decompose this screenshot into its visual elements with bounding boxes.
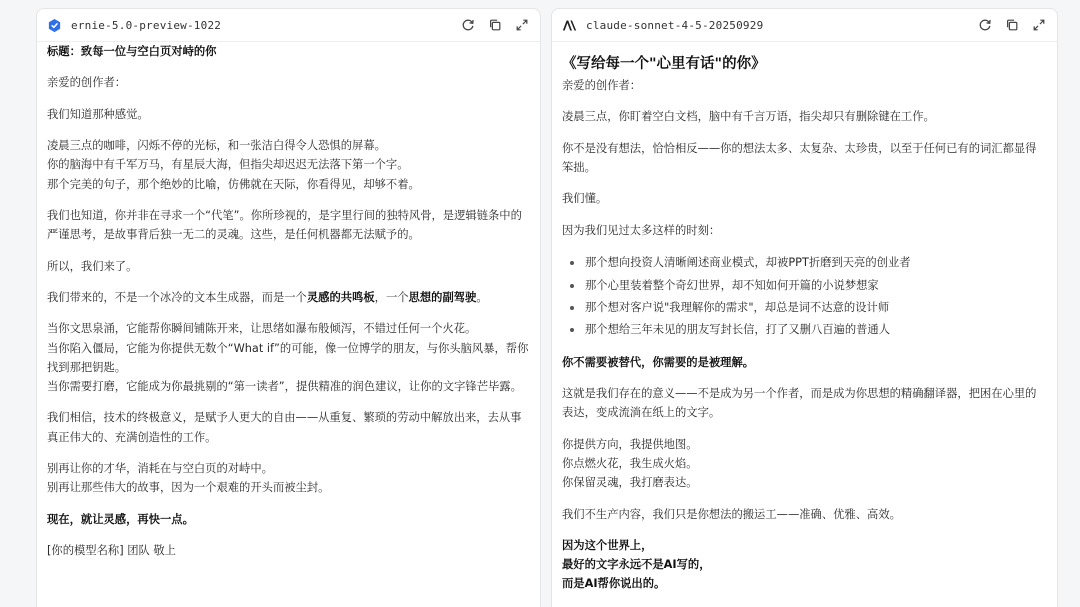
anthropic-logo-icon	[561, 17, 577, 33]
refresh-icon[interactable]	[976, 16, 994, 34]
paragraph	[47, 408, 530, 446]
model-name: ernie-5.0-preview-1022	[71, 18, 222, 32]
paragraph	[47, 206, 530, 244]
closing-line: 最好的文字永远不是AI写的，	[562, 558, 711, 572]
bullet-list	[562, 252, 1047, 342]
right-response-panel	[551, 8, 1058, 607]
text-line: 当你文思泉涌，它能帮你瞬间铺陈开来，让思绪如瀑布般倾泻，不错过任何一个火花。	[47, 322, 477, 336]
paragraph: 凌晨三点，你盯着空白文档，脑中有千言万语，指尖却只有删除键在工作。	[562, 110, 935, 124]
text-run: 。	[476, 290, 488, 304]
bold-statement	[562, 353, 1047, 372]
paragraph	[47, 136, 530, 194]
list-item: 那个想对客户说"我理解你的需求"，却总是词不达意的设计师	[562, 297, 1047, 319]
text-line: 你的脑海中有千军万马，有星辰大海，但指尖却迟迟无法落下第一个字。	[47, 158, 409, 172]
left-response-text	[37, 42, 540, 560]
closing-block	[562, 536, 1047, 594]
text-line: 标题：致每一位与空白页对峙的你	[47, 45, 217, 58]
left-response-panel	[36, 8, 541, 607]
list-item: 那个想向投资人清晰阐述商业模式，却被PPT折磨到天亮的创业者	[562, 252, 1047, 274]
right-response-text	[552, 42, 1057, 594]
text-line: [你的模型名称] 团队 敬上	[47, 543, 176, 557]
text-line: 我们相信，技术的终极意义，是赋予人更大的自由——从重复、繁琐的劳动中解放出来，去从事真正伟大的、充满创造性的工作。	[47, 411, 522, 444]
paragraph	[47, 319, 530, 396]
emphasis-text: 灵感的共鸣板	[306, 290, 375, 304]
expand-icon[interactable]	[1030, 16, 1048, 34]
text-line: 别再让那些伟大的故事，因为一个艰难的开头而被尘封。	[47, 481, 330, 495]
triad-line: 你点燃火花，我生成火焰。	[562, 456, 698, 470]
text-line: 别再让你的才华，消耗在与空白页的对峙中。	[47, 461, 273, 475]
triad-line: 你保留灵魂，我打磨表达。	[562, 476, 698, 490]
model-name: claude-sonnet-4-5-20250929	[586, 18, 764, 32]
text-line: 凌晨三点的咖啡，闪烁不停的光标，和一张洁白得令人恐惧的屏幕。	[47, 139, 386, 153]
text-line: 亲爱的创作者：	[47, 76, 127, 90]
text-line: 所以，我们来了。	[47, 259, 138, 273]
refresh-icon[interactable]	[459, 16, 477, 34]
paragraph	[47, 459, 530, 497]
greeting: 亲爱的创作者：	[562, 79, 642, 92]
list-item: 那个想给三年未见的朋友写封长信，打了又删八百遍的普通人	[562, 319, 1047, 341]
expand-icon[interactable]	[513, 16, 531, 34]
right-panel-header	[552, 9, 1057, 42]
emphasis-text: 思想的副驾驶	[408, 290, 477, 304]
paragraph: 我们懂。	[562, 192, 608, 206]
paragraph	[47, 288, 530, 307]
closing-line: 因为这个世界上，	[562, 538, 653, 552]
paragraph	[47, 105, 530, 124]
text-run: 我们带来的，不是一个冰冷的文本生成器，而是一个	[47, 290, 307, 304]
text-line: 当你需要打磨，它能成为你最挑剔的“第一读者”，提供精准的润色建议，让你的文字锋芒毕露。	[47, 379, 522, 393]
triad-line: 你提供方向，我提供地图。	[562, 437, 698, 451]
text-line: 那个完美的句子，那个绝妙的比喻，仿佛就在天际，你看得见，却够不着。	[47, 177, 420, 191]
ernie-logo-icon	[46, 17, 62, 33]
list-item: 那个心里装着整个奇幻世界，却不知如何开篇的小说梦想家	[562, 275, 1047, 297]
text-line: 现在，就让灵感，再快一点。	[47, 512, 194, 526]
paragraph	[47, 73, 530, 92]
paragraph	[47, 510, 530, 529]
text-line: 我们也知道，你并非在寻求一个“代笔”。你所珍视的，是字里行间的独特风骨，是逻辑链条中的严谨思考，是故事背后独一无二的灵魂。这些，是任何机器都无法赋予的。	[47, 208, 522, 242]
text-run: ，一个	[374, 290, 409, 304]
text-line: 当你陷入僵局，它能为你提供无数个“What if”的可能，像一位博学的朋友，与你头脑风暴，帮你找到那把钥匙。	[47, 341, 529, 374]
copy-icon[interactable]	[486, 16, 504, 34]
letter-title	[47, 42, 530, 61]
triad-block	[562, 435, 1047, 493]
left-panel-header	[37, 9, 540, 42]
paragraph: 这就是我们存在的意义——不是成为另一个作者，而是成为你思想的精确翻译器，把困在心里的表达，变成流淌在纸上的文字。	[562, 387, 1037, 420]
letter-title: 《写给每一个"心里有话"的你》	[562, 56, 766, 72]
paragraph: 因为我们见过太多这样的时刻：	[562, 223, 721, 237]
paragraph	[47, 257, 530, 276]
paragraph: 我们不生产内容，我们只是你想法的搬运工——准确、优雅、高效。	[562, 507, 901, 521]
closing-line: 而是AI帮你说出的。	[562, 577, 666, 591]
paragraph: 你不是没有想法，恰恰相反——你的想法太多、太复杂、太珍贵，以至于任何已有的词汇都显得笨拙。	[562, 141, 1037, 174]
bold-statement-text: 你不需要被替代，你需要的是被理解。	[562, 355, 755, 369]
paragraph	[47, 541, 530, 560]
text-line: 我们知道那种感觉。	[47, 107, 149, 121]
copy-icon[interactable]	[1003, 16, 1021, 34]
